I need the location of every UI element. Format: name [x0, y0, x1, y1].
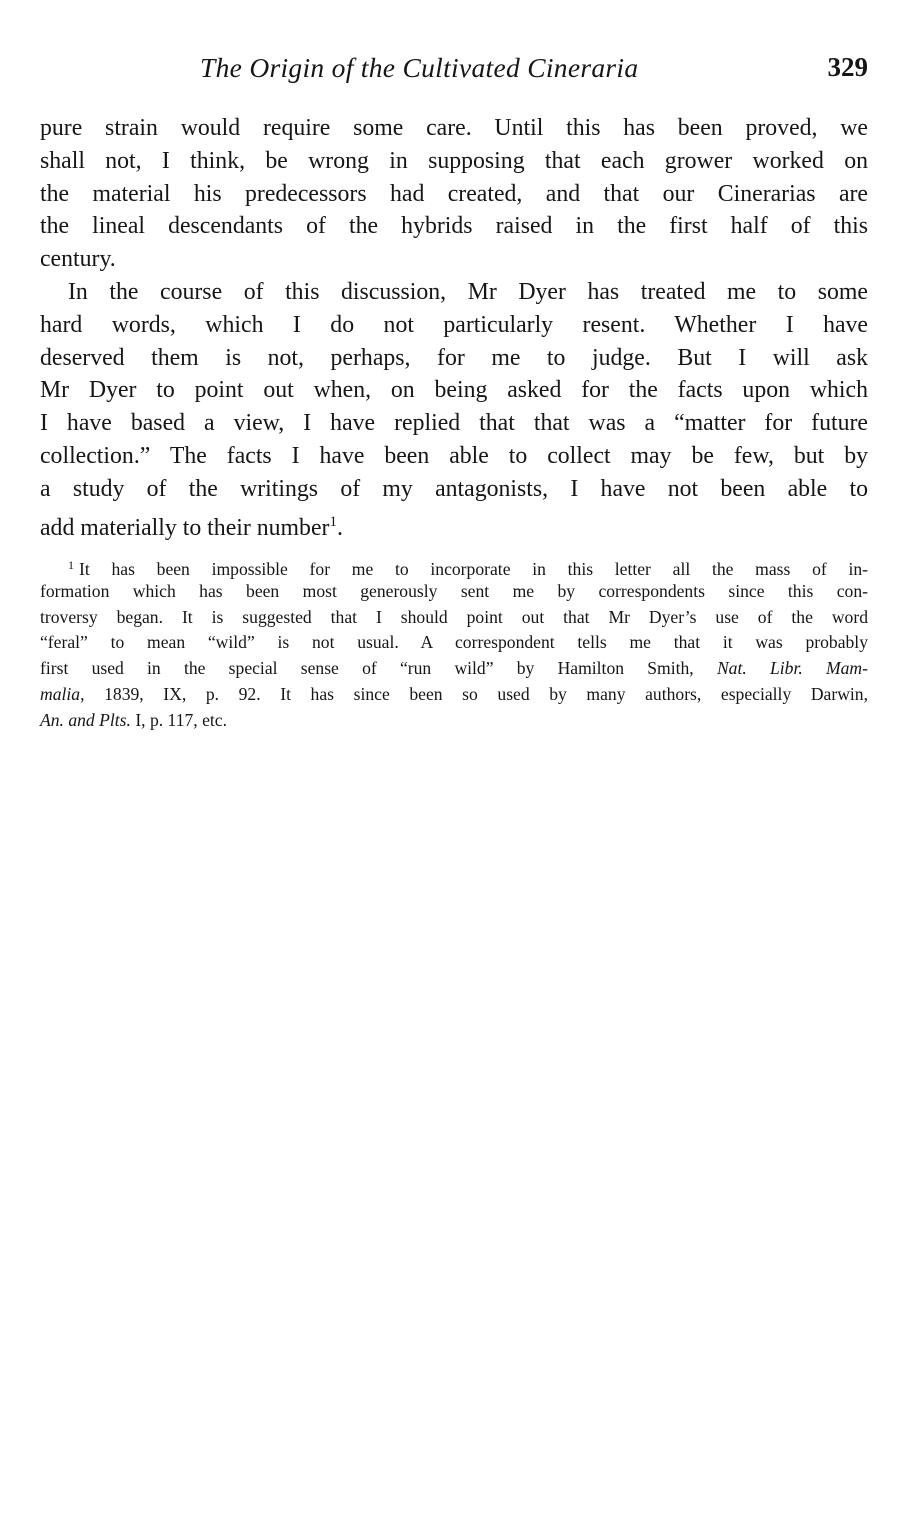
text-line: collection.” The facts I have been able to collect may be few, but by [40, 442, 868, 469]
running-title: The Origin of the Cultivated Cineraria [200, 52, 639, 83]
citation-title: An. and Plts. [40, 709, 131, 730]
footnote-reference[interactable]: 1 [329, 513, 337, 530]
footnote-line [40, 656, 868, 682]
text-line: shall not, I think, be wrong in supposing that each grower worked on [40, 147, 868, 174]
text-line: In the course of this discussion, Mr Dyer has treated me to some [68, 278, 868, 305]
footnote [40, 553, 868, 734]
page-number: 329 [827, 52, 868, 82]
sentence-end: . [336, 514, 343, 541]
footnote-line: troversy began. It is suggested that I should point out that Mr Dyer’s use of the word [40, 606, 868, 627]
text-line: the material his predecessors had created, and that our Cinerarias are [40, 180, 868, 207]
running-head [40, 52, 868, 92]
text-line: a study of the writings of my antagonists, I have not been able to [40, 475, 868, 502]
footnote-text: first used in the special sense of “run wild” by Hamilton Smith, [40, 658, 694, 679]
text-line: the lineal descendants of the hybrids raised in the first half of this [40, 213, 868, 240]
paragraph-2 [40, 276, 868, 541]
text-line: pure strain would require some care. Until this has been proved, we [40, 115, 868, 141]
footnote-marker: 1 [68, 558, 74, 572]
footnote-line: formation which has been most generously sent me by correspondents since this con- [40, 580, 868, 601]
footnote-text: I, p. 117, etc. [135, 709, 228, 730]
footnote-text: 1839, IX, p. 92. It has since been so used by many authors, especially Darwin, [104, 683, 868, 704]
citation-title: malia, [40, 683, 85, 704]
text-line [40, 506, 868, 539]
paragraph-1 [40, 112, 868, 276]
text-line: century. [40, 246, 116, 273]
footnote-line [40, 553, 868, 579]
footnote-text: It has been impossible for me to incorporate in this letter all the mass of in- [79, 559, 868, 579]
text-line: deserved them is not, perhaps, for me to judge. But I will ask [40, 344, 868, 371]
footnote-line [40, 708, 868, 734]
text-line-content: add materially to their number [40, 514, 330, 541]
text-line: Mr Dyer to point out when, on being asked for the facts upon which [40, 377, 868, 404]
text-line: hard words, which I do not particularly resent. Whether I have [40, 311, 868, 338]
footnote-line [40, 682, 868, 708]
body-text [40, 112, 868, 541]
text-line: I have based a view, I have replied that that was a “matter for future [40, 410, 868, 437]
citation-title: Nat. Libr. Mam- [716, 658, 868, 679]
footnote-line: “feral” to mean “wild” is not usual. A correspondent tells me that it was probably [40, 632, 868, 653]
